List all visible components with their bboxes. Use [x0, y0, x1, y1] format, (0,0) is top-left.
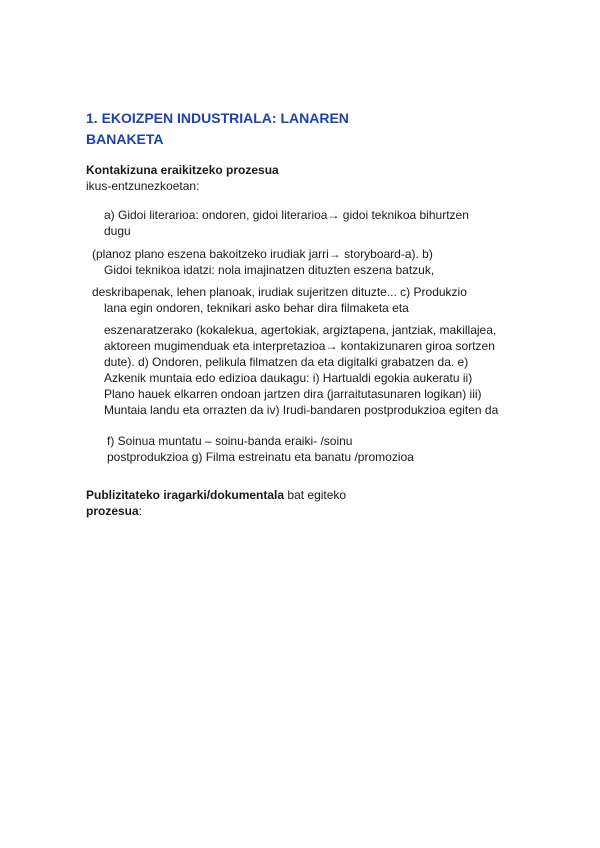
body-line: (planoz plano eszena bakoitzeko irudiak jarri→ storyboard-a). b)	[92, 247, 433, 261]
section-title-advertising-line-2-rest: :	[138, 504, 143, 518]
section-heading-line-2: BANAKETA	[86, 131, 164, 147]
section-title-advertising	[86, 487, 346, 503]
body-line: aktoreen mugimenduak eta interpretazioa→ kontakizunaren giroa sortzen	[104, 339, 495, 353]
body-line: deskribapenak, lehen planoak, irudiak sujeritzen dituzte... c) Produkzio	[92, 285, 467, 299]
body-line: Muntaia landu eta orrazten da iv) Irudi-bandaren postprodukzioa egiten da	[104, 403, 499, 417]
section-title-process: Kontakizuna eraikitzeko prozesua	[86, 163, 279, 177]
body-line: postprodukzioa g) Filma estreinatu eta banatu /promozioa	[107, 450, 414, 464]
body-line: Plano hauek elkarren ondoan jartzen dira (jarraitutasunaren logikan) iii)	[104, 387, 482, 401]
body-line: lana egin ondoren, teknikari asko behar dira filmaketa eta	[104, 301, 409, 315]
body-line: Azkenik muntaia edo edizioa daukagu: i) Hartualdi egokia aukeratu ii)	[104, 371, 473, 385]
section-subtitle-process: ikus-entzunezkoetan:	[86, 179, 200, 193]
section-heading	[86, 108, 416, 150]
body-line: dugu	[104, 224, 131, 238]
section-heading-line-1: 1. EKOIZPEN INDUSTRIALA: LANAREN	[86, 110, 349, 126]
body-line: a) Gidoi literarioa: ondoren, gidoi literarioa→ gidoi teknikoa bihurtzen	[104, 208, 469, 222]
section-title-advertising-bold: Publizitateko iragarki/dokumentala	[86, 488, 285, 502]
section-title-advertising-rest: bat egiteko	[284, 488, 347, 502]
section-title-advertising-line-2-bold: prozesua	[86, 504, 139, 518]
body-line: f) Soinua muntatu – soinu-banda eraiki- /soinu	[107, 434, 353, 448]
body-line: eszenaratzerako (kokalekua, agertokiak, argiztapena, jantziak, makillajea,	[104, 323, 497, 337]
body-line: dute). d) Ondoren, pelikula filmatzen da eta digitalki grabatzen da. e)	[104, 355, 469, 369]
body-line: Gidoi teknikoa idatzi: nola imajinatzen dituzten eszena batzuk,	[104, 263, 435, 277]
section-title-advertising-line-2	[86, 503, 142, 519]
